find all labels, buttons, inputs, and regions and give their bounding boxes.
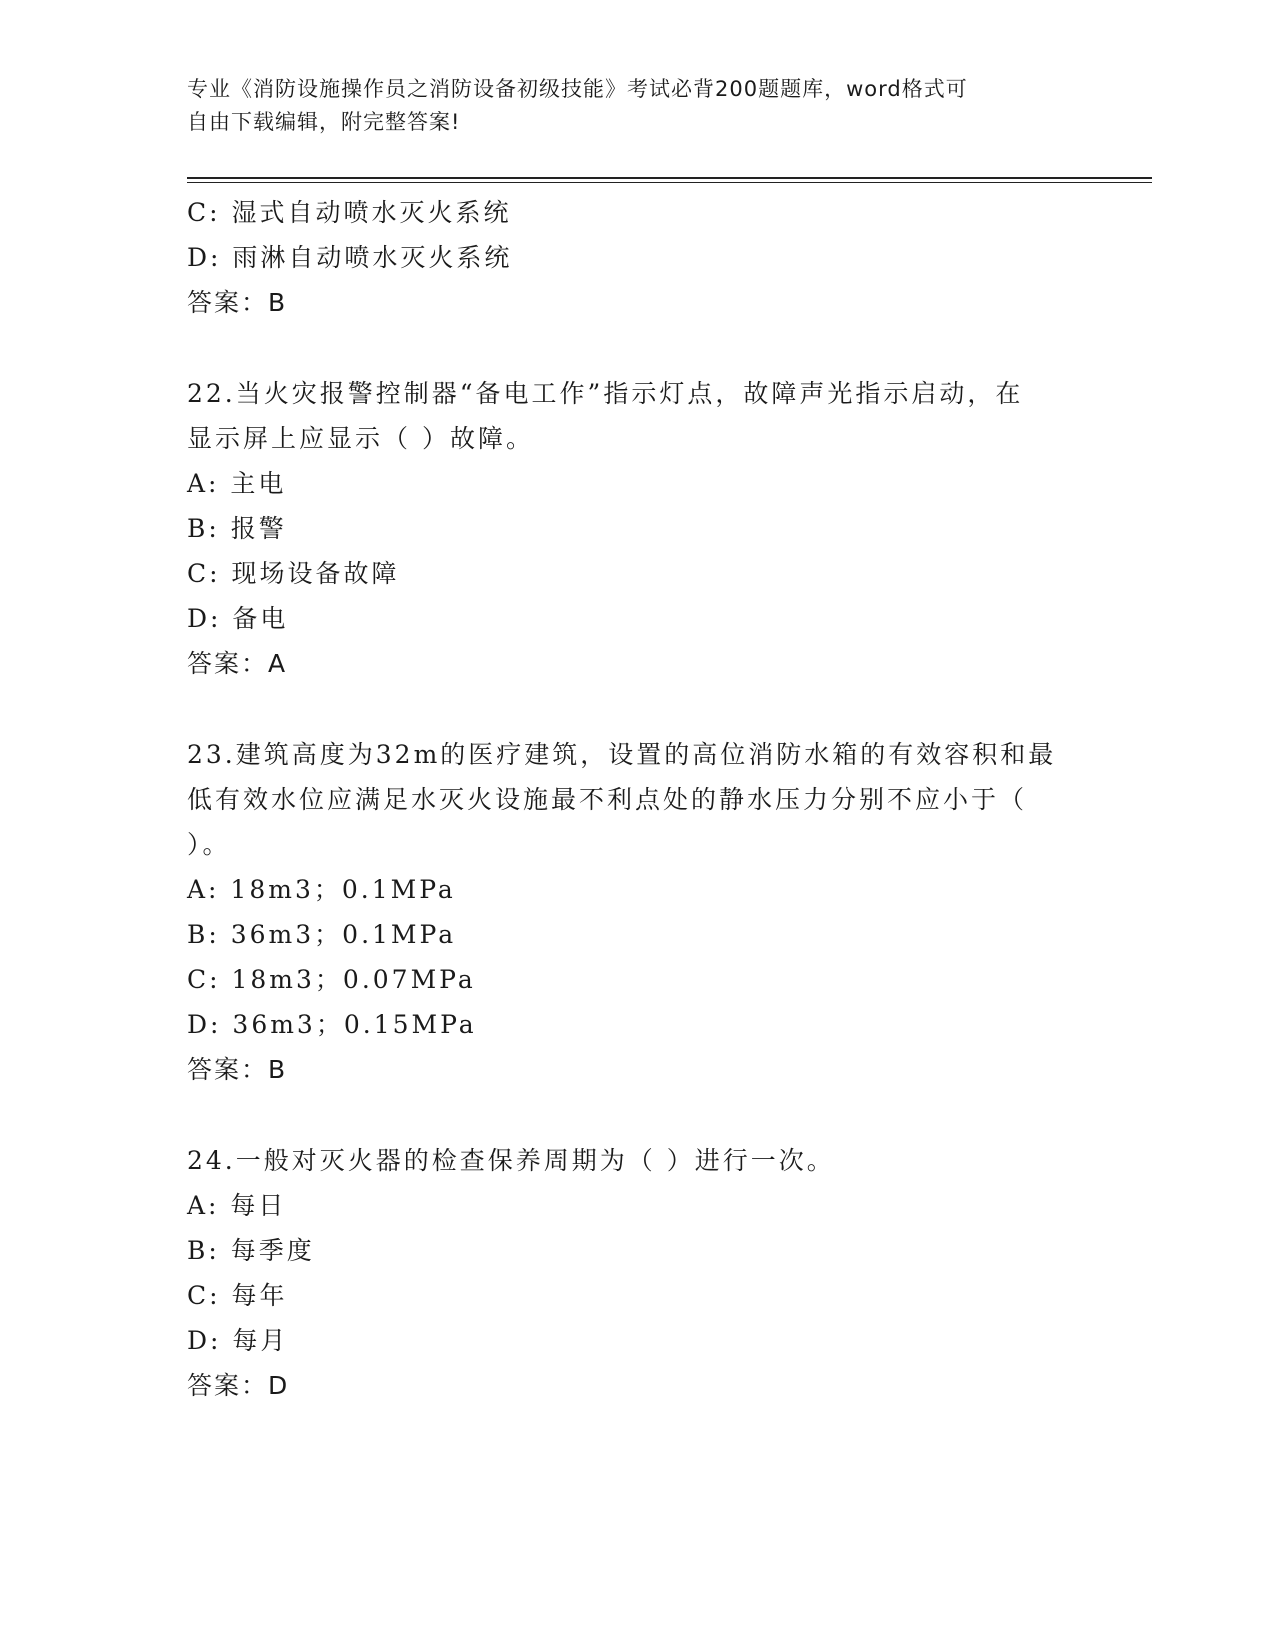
option-a: A: 每日	[187, 1191, 287, 1220]
option-c: C: 每年	[187, 1281, 288, 1310]
option-c: C: 湿式自动喷水灭火系统	[187, 198, 512, 227]
header-line-1: 专业《消防设施操作员之消防设备初级技能》考试必背200题题库，word格式可	[187, 77, 968, 101]
option-b: B: 36m3；0.1MPa	[187, 920, 457, 949]
question-22	[187, 371, 1087, 686]
question-21-continuation	[187, 190, 1087, 325]
option-d: D: 雨淋自动喷水灭火系统	[187, 243, 513, 272]
answer-line: 答案：B	[187, 288, 288, 317]
question-spacer	[187, 686, 1087, 732]
answer-line: 答案：A	[187, 649, 288, 678]
option-d: D: 备电	[187, 604, 289, 633]
question-spacer	[187, 1092, 1087, 1138]
question-stem-line: 显示屏上应显示（ ）故障。	[187, 424, 534, 453]
question-24	[187, 1138, 1087, 1408]
question-stem-line: 24.一般对灭火器的检查保养周期为（ ）进行一次。	[187, 1146, 835, 1175]
question-23	[187, 732, 1087, 1092]
document-header	[187, 73, 1087, 139]
header-line-2: 自由下载编辑，附完整答案!	[187, 110, 461, 134]
question-spacer	[187, 325, 1087, 371]
answer-line: 答案：B	[187, 1055, 288, 1084]
option-a: A: 18m3；0.1MPa	[187, 875, 456, 904]
question-content	[187, 190, 1087, 1408]
option-c: C: 现场设备故障	[187, 559, 400, 588]
question-stem-line: 22.当火灾报警控制器“备电工作”指示灯点，故障声光指示启动，在	[187, 379, 1024, 408]
header-divider-thin	[187, 182, 1152, 183]
option-b: B: 每季度	[187, 1236, 315, 1265]
question-stem-line: 23.建筑高度为32m的医疗建筑，设置的高位消防水箱的有效容积和最	[187, 740, 1057, 769]
header-divider-thick	[187, 177, 1152, 179]
option-d: D: 每月	[187, 1326, 289, 1355]
option-a: A: 主电	[187, 469, 287, 498]
option-b: B: 报警	[187, 514, 287, 543]
option-d: D: 36m3；0.15MPa	[187, 1010, 477, 1039]
question-stem-line: 低有效水位应满足水灭火设施最不利点处的静水压力分别不应小于（	[187, 785, 1028, 814]
answer-line: 答案：D	[187, 1371, 290, 1400]
option-c: C: 18m3；0.07MPa	[187, 965, 476, 994]
question-stem-line: ）。	[187, 830, 231, 859]
